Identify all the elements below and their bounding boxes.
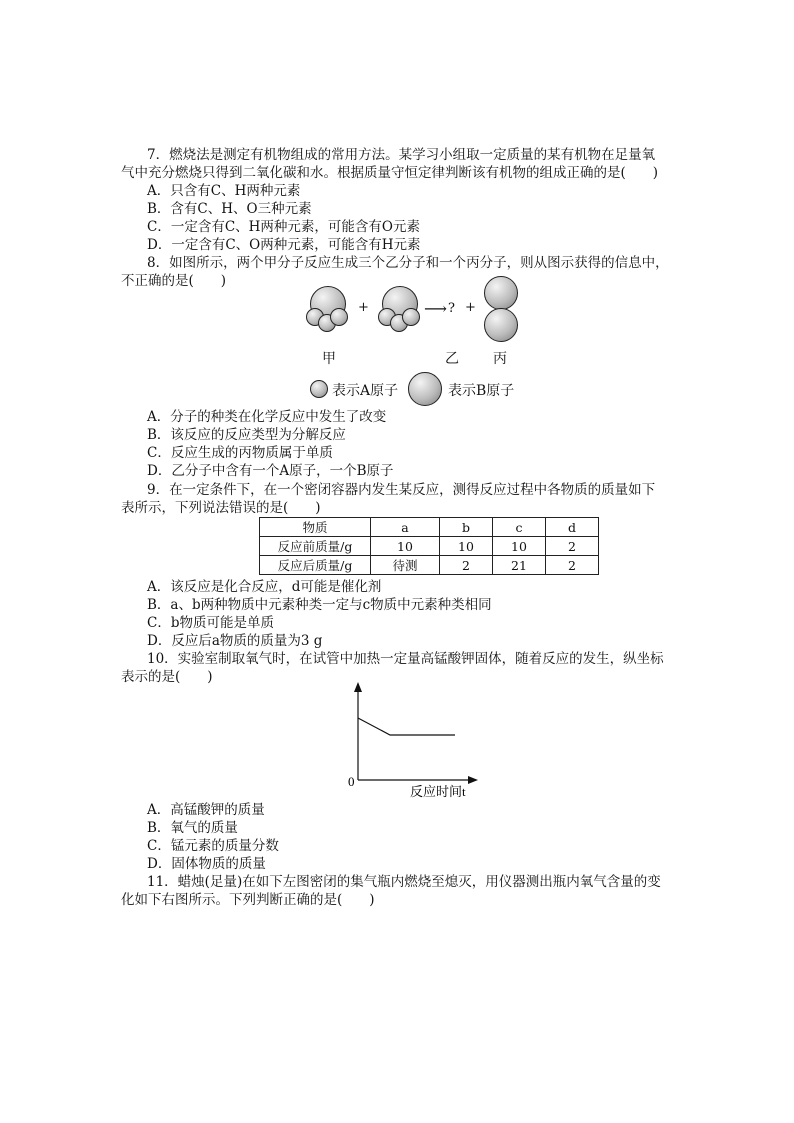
q10-option-c: C．锰元素的质量分数 bbox=[147, 838, 279, 854]
a-atom bbox=[330, 308, 348, 326]
legend-a-label: 表示A原子 bbox=[332, 383, 399, 399]
table-header-cell: a bbox=[371, 518, 440, 537]
q7-option-c: C．一定含有C、H两种元素，可能含有O元素 bbox=[147, 219, 420, 235]
q8-option-c: C．反应生成的丙物质属于单质 bbox=[147, 445, 333, 461]
table-cell: 21 bbox=[493, 556, 546, 575]
table-cell: 2 bbox=[546, 556, 599, 575]
table-cell: 反应后质量/g bbox=[260, 556, 371, 575]
table-header-cell: 物质 bbox=[260, 518, 371, 537]
label-yi: 乙 bbox=[445, 351, 459, 367]
table-cell: 10 bbox=[493, 537, 546, 556]
q7-option-d: D．一定含有C、O两种元素，可能含有H元素 bbox=[147, 237, 421, 253]
reaction-arrow: ⟶ bbox=[424, 299, 447, 318]
q8-option-b: B．该反应的反应类型为分解反应 bbox=[147, 427, 346, 443]
q7-stem-line1: 7．燃烧法是测定有机物组成的常用方法。某学习小组取一定质量的某有机物在足量氧 bbox=[147, 147, 656, 163]
q10-option-a: A．高锰酸钾的质量 bbox=[147, 802, 265, 818]
q9-stem-line2: 表所示，下列说法错误的是( ) bbox=[121, 500, 321, 516]
q11-stem-line1: 11．蜡烛(足量)在如下左图密闭的集气瓶内燃烧至熄灭，用仪器测出瓶内氧气含量的变 bbox=[147, 874, 661, 890]
table-header-row bbox=[260, 518, 599, 537]
x-axis-arrow bbox=[468, 776, 478, 784]
label-bing: 丙 bbox=[493, 351, 507, 367]
q8-option-a: A．分子的种类在化学反应中发生了改变 bbox=[147, 409, 387, 425]
q9-option-a: A．该反应是化合反应，d可能是催化剂 bbox=[147, 579, 382, 595]
q8-stem-line2: 不正确的是( ) bbox=[121, 273, 227, 289]
q8-stem-line1: 8．如图所示，两个甲分子反应生成三个乙分子和一个丙分子，则从图示获得的信息中， bbox=[147, 255, 669, 271]
q8-option-d: D．乙分子中含有一个A原子，一个B原子 bbox=[147, 463, 394, 479]
q7-stem-line2: 气中充分燃烧只得到二氧化碳和水。根据质量守恒定律判断该有机物的组成正确的是( ) bbox=[121, 165, 659, 181]
q7-option-b: B．含有C、H、O三种元素 bbox=[147, 201, 312, 217]
table-cell: 10 bbox=[440, 537, 493, 556]
b-atom bbox=[484, 276, 518, 310]
q9-option-b: B．a、b两种物质中元素种类一定与c物质中元素种类相同 bbox=[147, 597, 492, 613]
table-header-cell: c bbox=[493, 518, 546, 537]
q9-option-c: C．b物质可能是单质 bbox=[147, 615, 274, 631]
label-jia: 甲 bbox=[322, 351, 336, 367]
plus-sign: + bbox=[465, 300, 476, 315]
table-header-cell: d bbox=[546, 518, 599, 537]
x-axis-label: 反应时间t bbox=[410, 784, 466, 799]
legend-b-atom bbox=[408, 372, 442, 406]
table-row bbox=[260, 556, 599, 575]
b-atom bbox=[484, 308, 518, 342]
table-cell: 10 bbox=[371, 537, 440, 556]
q7-option-a: A．只含有C、H两种元素 bbox=[147, 183, 301, 199]
legend-b-label: 表示B原子 bbox=[448, 383, 515, 399]
unknown-product: ? bbox=[448, 301, 455, 316]
origin-label: 0 bbox=[348, 774, 355, 789]
q11-stem-line2: 化如下右图所示。下列判断正确的是( ) bbox=[121, 892, 375, 908]
table-cell: 待测 bbox=[371, 556, 440, 575]
reaction-graph bbox=[340, 680, 490, 800]
y-axis-arrow bbox=[354, 682, 362, 692]
q10-option-d: D．固体物质的质量 bbox=[147, 856, 266, 872]
q10-option-b: B．氧气的质量 bbox=[147, 820, 238, 836]
q9-stem-line1: 9．在一定条件下，在一个密闭容器内发生某反应，测得反应过程中各物质的质量如下 bbox=[147, 482, 656, 498]
legend-a-atom bbox=[310, 380, 328, 398]
q10-stem-line1: 10．实验室制取氧气时，在试管中加热一定量高锰酸钾固体，随着反应的发生，纵坐标 bbox=[147, 651, 664, 667]
table-cell: 反应前质量/g bbox=[260, 537, 371, 556]
table-header-cell: b bbox=[440, 518, 493, 537]
table-cell: 2 bbox=[546, 537, 599, 556]
mass-table bbox=[259, 517, 599, 575]
molecule-diagram bbox=[290, 272, 550, 402]
plus-sign: + bbox=[358, 300, 369, 315]
graph-curve bbox=[358, 718, 455, 735]
table-cell: 2 bbox=[440, 556, 493, 575]
table-row bbox=[260, 537, 599, 556]
q9-option-d: D．反应后a物质的质量为3 g bbox=[147, 633, 323, 649]
q10-stem-line2: 表示的是( ) bbox=[121, 669, 213, 685]
a-atom bbox=[402, 308, 420, 326]
